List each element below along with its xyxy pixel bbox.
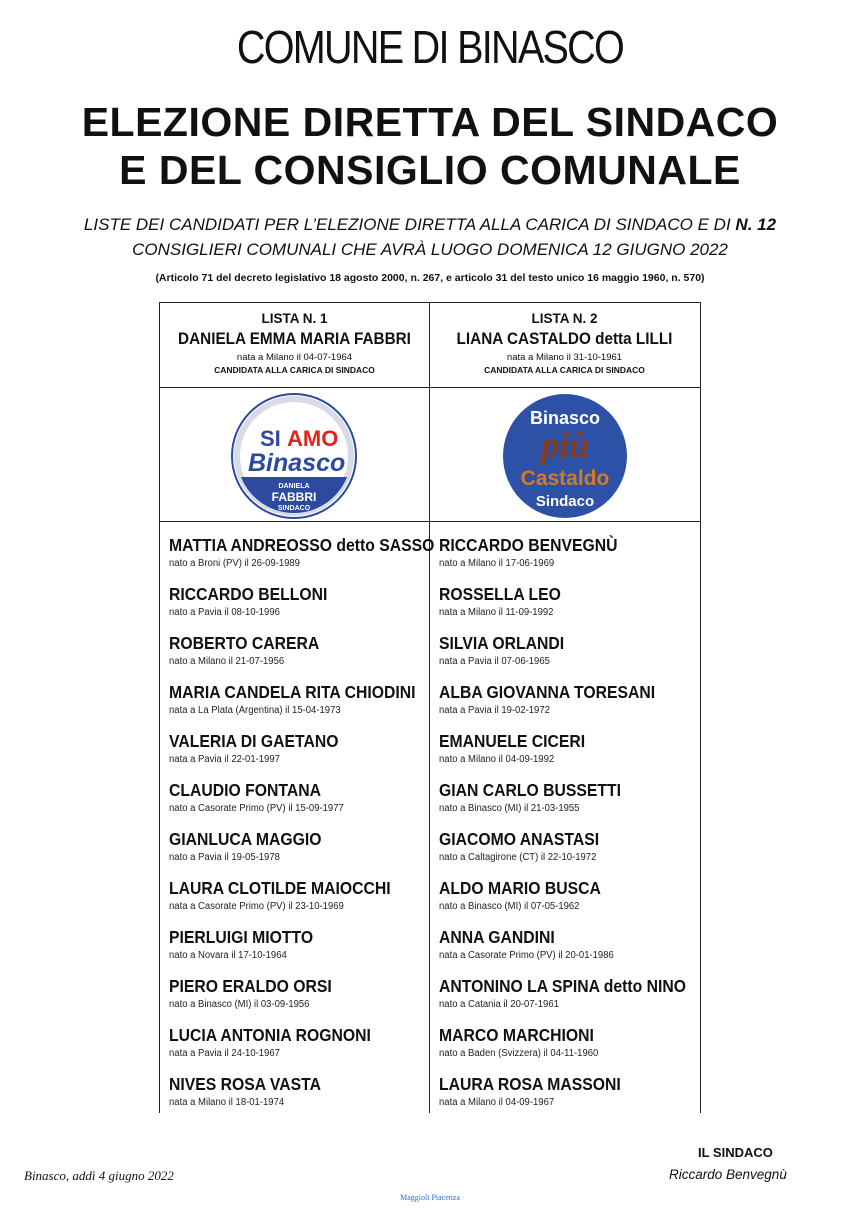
list1-mayor-candidate: DANIELA EMMA MARIA FABBRI	[178, 329, 411, 348]
candidate-item	[439, 682, 699, 731]
list2-logo-piu: più	[540, 425, 590, 465]
mayor-title: IL SINDACO	[698, 1145, 773, 1160]
candidate-details: nato a Baden (Svizzera) il 04-11-1960	[439, 1048, 599, 1059]
candidate-name: RICCARDO BENVEGNÙ	[439, 535, 618, 555]
candidate-details: nato a Broni (PV) il 26-09-1989	[169, 558, 300, 569]
candidate-name: ALBA GIOVANNA TORESANI	[439, 682, 656, 702]
candidate-item	[169, 878, 429, 927]
candidate-item	[169, 927, 429, 976]
list2-mayor-candidate: LIANA CASTALDO detta LILLI	[456, 329, 673, 348]
candidate-details: nato a Binasco (MI) il 21-03-1955	[439, 803, 580, 814]
candidate-name: GIANLUCA MAGGIO	[169, 829, 322, 849]
candidate-details: nata a La Plata (Argentina) il 15-04-1973	[169, 705, 341, 716]
candidate-details: nata a Pavia il 24-10-1967	[169, 1048, 280, 1059]
column-divider	[429, 303, 430, 1113]
candidate-name: LAURA CLOTILDE MAIOCCHI	[169, 878, 391, 898]
subtitle-line1	[0, 215, 860, 235]
mayor-name: Riccardo Benvegnù	[669, 1167, 787, 1182]
list1-logo-amo: AMO	[287, 426, 339, 451]
list1-number: LISTA N. 1	[261, 311, 328, 326]
candidate-item	[439, 731, 699, 780]
candidate-item	[169, 731, 429, 780]
candidate-item	[169, 535, 435, 584]
candidate-details: nata a Pavia il 07-06-1965	[439, 656, 550, 667]
printer-credit: Maggioli Piacenza	[400, 1193, 460, 1202]
candidate-details: nata a Pavia il 19-02-1972	[439, 705, 550, 716]
candidate-name: MATTIA ANDREOSSO detto SASSO	[169, 535, 435, 555]
candidate-item	[439, 927, 699, 976]
candidate-name: RICCARDO BELLONI	[169, 584, 328, 604]
list1-logo-si: SI	[260, 426, 281, 451]
candidate-name: PIERLUIGI MIOTTO	[169, 927, 314, 947]
list2-role: CANDIDATA ALLA CARICA DI SINDACO	[484, 365, 645, 375]
candidate-details: nata a Pavia il 22-01-1997	[169, 754, 280, 765]
candidate-item	[169, 1025, 429, 1074]
candidate-name: GIACOMO ANASTASI	[439, 829, 600, 849]
candidate-name: ROSSELLA LEO	[439, 584, 561, 604]
list2-number: LISTA N. 2	[531, 311, 598, 326]
list1-mayor-birth: nata a Milano il 04-07-1964	[236, 352, 353, 363]
candidate-item	[169, 1074, 429, 1123]
candidate-item	[169, 780, 429, 829]
list1-logo-sindaco: SINDACO	[277, 505, 311, 512]
candidate-details: nata a Milano il 18-01-1974	[169, 1097, 285, 1108]
candidate-item	[439, 780, 699, 829]
election-title-line1: ELEZIONE DIRETTA DEL SINDACO	[81, 99, 779, 145]
candidate-details: nato a Catania il 20-07-1961	[439, 999, 559, 1010]
list1-role: CANDIDATA ALLA CARICA DI SINDACO	[214, 365, 375, 375]
candidate-name: CLAUDIO FONTANA	[169, 780, 321, 800]
list2-logo-binasco: Binasco	[529, 408, 601, 428]
candidate-item	[439, 976, 699, 1025]
candidate-item	[439, 878, 699, 927]
list1-logo-binasco: Binasco	[248, 449, 346, 477]
candidate-details: nata a Casorate Primo (PV) il 20-01-1986	[439, 950, 614, 961]
candidate-item	[169, 829, 429, 878]
candidate-details: nato a Binasco (MI) il 03-09-1956	[169, 999, 310, 1010]
municipality-title: COMUNE DI BINASCO	[236, 21, 624, 73]
list1-logo	[231, 393, 357, 519]
candidate-name: ALDO MARIO BUSCA	[439, 878, 601, 898]
candidate-name: LAURA ROSA MASSONI	[439, 1074, 621, 1094]
candidate-item	[439, 1074, 699, 1123]
place-date: Binasco, addì 4 giugno 2022	[24, 1168, 174, 1183]
candidate-name: MARIA CANDELA RITA CHIODINI	[169, 682, 416, 702]
list1-candidates	[169, 535, 435, 1123]
candidate-name: NIVES ROSA VASTA	[169, 1074, 321, 1094]
candidate-item	[439, 584, 699, 633]
list1-logo-daniela: DANIELA	[278, 483, 310, 490]
candidate-details: nato a Pavia il 19-05-1978	[169, 852, 280, 863]
list2-logo	[502, 393, 628, 519]
candidate-details: nato a Caltagirone (CT) il 22-10-1972	[439, 852, 597, 863]
row-divider-logo	[160, 521, 700, 522]
candidate-details: nato a Casorate Primo (PV) il 15-09-1977	[169, 803, 344, 814]
candidate-details: nata a Casorate Primo (PV) il 23-10-1969	[169, 901, 344, 912]
list2-mayor-birth: nata a Milano il 31-10-1961	[506, 352, 623, 363]
candidate-lists-table	[159, 302, 701, 1113]
list2-logo-sindaco: Sindaco	[535, 493, 595, 510]
candidate-details: nato a Pavia il 08-10-1996	[169, 607, 280, 618]
candidate-name: ANTONINO LA SPINA detto NINO	[439, 976, 687, 996]
candidate-name: MARCO MARCHIONI	[439, 1025, 594, 1045]
candidate-name: ANNA GANDINI	[439, 927, 555, 947]
councillor-count: N. 12	[735, 215, 777, 234]
candidate-details: nato a Binasco (MI) il 07-05-1962	[439, 901, 580, 912]
legal-reference: (Articolo 71 del decreto legislativo 18 agosto 2000, n. 267, e articolo 31 del testo unico 16 maggio 1960, n. 570)	[155, 272, 705, 284]
list1-header	[160, 303, 429, 387]
candidate-details: nato a Novara il 17-10-1964	[169, 950, 287, 961]
candidate-details: nato a Milano il 17-06-1969	[439, 558, 555, 569]
candidate-name: GIAN CARLO BUSSETTI	[439, 780, 622, 800]
candidate-item	[439, 535, 699, 584]
candidate-item	[439, 633, 699, 682]
candidate-name: EMANUELE CICERI	[439, 731, 586, 751]
list1-logo-fabbri: FABBRI	[271, 490, 317, 504]
candidate-details: nato a Milano il 21-07-1956	[169, 656, 285, 667]
candidate-name: VALERIA DI GAETANO	[169, 731, 339, 751]
candidate-item	[439, 829, 699, 878]
list2-candidates	[439, 535, 699, 1123]
candidate-name: SILVIA ORLANDI	[439, 633, 565, 653]
list2-logo-castaldo: Castaldo	[520, 467, 610, 490]
candidate-name: LUCIA ANTONIA ROGNONI	[169, 1025, 371, 1045]
candidate-details: nata a Milano il 04-09-1967	[439, 1097, 555, 1108]
candidate-item	[439, 1025, 699, 1074]
candidate-item	[169, 584, 429, 633]
list2-header	[430, 303, 699, 387]
candidate-name: PIERO ERALDO ORSI	[169, 976, 332, 996]
subtitle-line2: CONSIGLIERI COMUNALI CHE AVRÀ LUOGO DOMENICA 12 GIUGNO 2022	[132, 240, 728, 259]
candidate-item	[169, 682, 429, 731]
candidate-item	[169, 633, 429, 682]
row-divider-header	[160, 387, 700, 388]
candidate-details: nata a Milano il 11-09-1992	[439, 607, 554, 618]
candidate-item	[169, 976, 429, 1025]
election-title-line2: E DEL CONSIGLIO COMUNALE	[119, 147, 741, 193]
subtitle-line1-text: LISTE DEI CANDIDATI PER L’ELEZIONE DIRETTA ALLA CARICA DI SINDACO E DI	[83, 215, 736, 234]
candidate-name: ROBERTO CARERA	[169, 633, 320, 653]
candidate-details: nato a Milano il 04-09-1992	[439, 754, 555, 765]
